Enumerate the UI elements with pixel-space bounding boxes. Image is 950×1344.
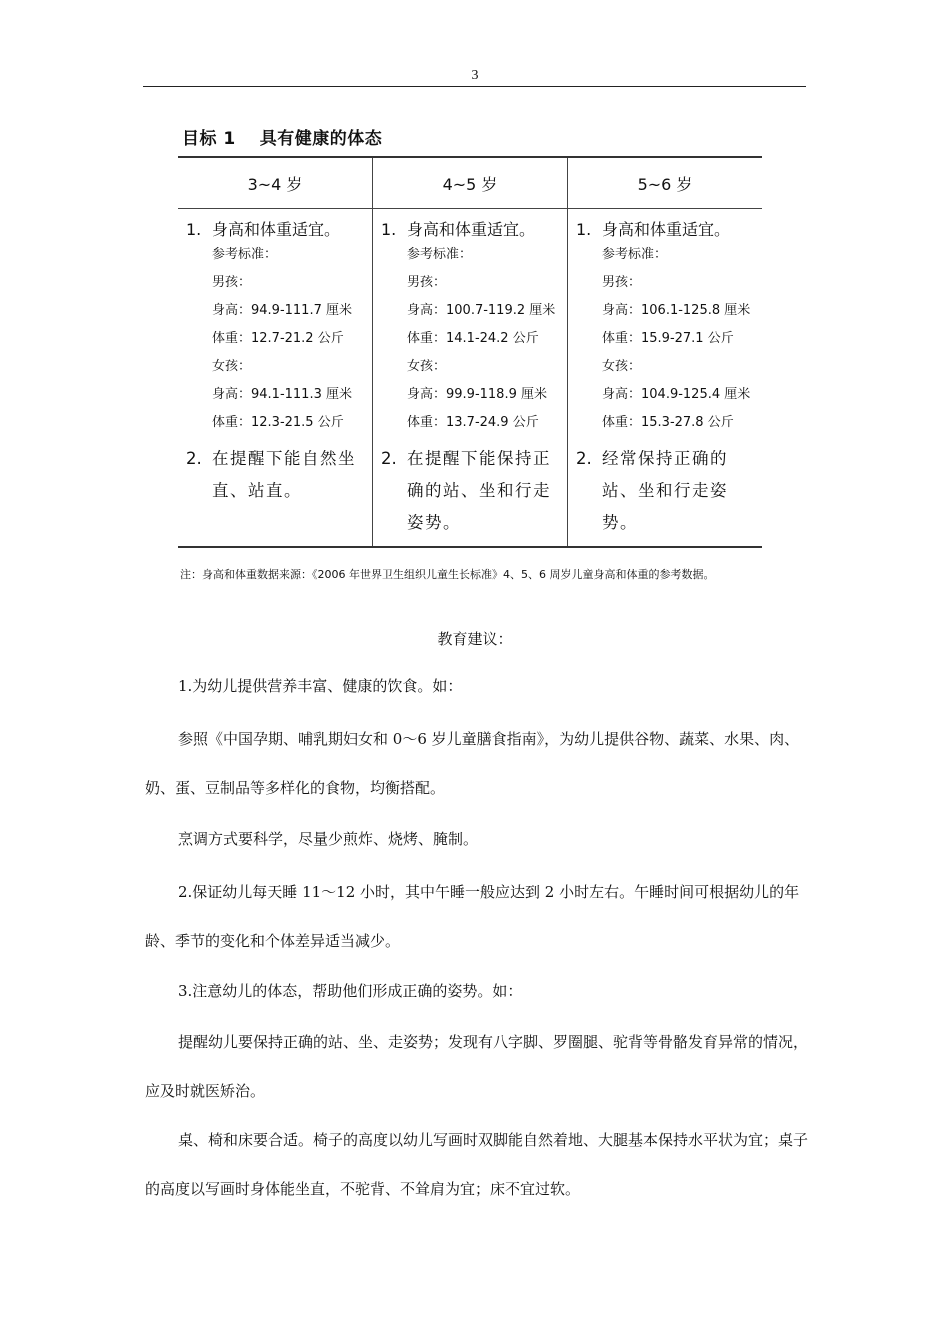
item-2 bbox=[186, 443, 372, 507]
girl-weight: 体重：13.7-24.9 公斤 bbox=[407, 415, 539, 430]
table-column-5-6 bbox=[567, 158, 762, 546]
reference-label: 参考标准： bbox=[602, 247, 668, 262]
boy-label: 男孩： bbox=[212, 275, 252, 290]
advice-paragraph-3: 烹调方式要科学，尽量少煎炸、烧烤、腌制。 bbox=[178, 830, 479, 848]
table-cell bbox=[373, 209, 567, 539]
reference-label: 参考标准： bbox=[407, 247, 473, 262]
item-number: 1. bbox=[381, 220, 397, 239]
goal-label: 目标 1 bbox=[182, 129, 236, 149]
girl-label: 女孩： bbox=[407, 359, 447, 374]
boy-weight: 体重：12.7-21.2 公斤 bbox=[212, 331, 344, 346]
goal-title bbox=[182, 124, 382, 149]
boy-label: 男孩： bbox=[602, 275, 642, 290]
boy-height: 身高：100.7-119.2 厘米 bbox=[407, 303, 556, 318]
advice-paragraph-7: 桌、椅和床要合适。椅子的高度以幼儿写画时双脚能自然着地、大腿基本保持水平状为宜；桌子的高度以写画时身体能坐直，不驼背、不耸肩为宜；床不宜过软。 bbox=[145, 1131, 809, 1198]
header-rule bbox=[143, 86, 806, 87]
item-text: 身高和体重适宜。 bbox=[407, 220, 536, 239]
table-note: 注：身高和体重数据来源：《2006 年世界卫生组织儿童生长标准》4、5、6 周岁儿童身高和体重的参考数据。 bbox=[180, 568, 715, 581]
girl-weight: 体重：15.3-27.8 公斤 bbox=[602, 415, 734, 430]
item-text: 身高和体重适宜。 bbox=[602, 220, 731, 239]
girl-weight: 体重：12.3-21.5 公斤 bbox=[212, 415, 344, 430]
item-text: 经常保持正确的站、坐和行走姿势。 bbox=[602, 449, 728, 532]
boy-height: 身高：94.9-111.7 厘米 bbox=[212, 303, 352, 318]
table-cell bbox=[568, 209, 762, 539]
item-1 bbox=[381, 219, 567, 241]
item-2 bbox=[381, 443, 567, 539]
advice-paragraph-5: 3.注意幼儿的体态，帮助他们形成正确的姿势。如： bbox=[178, 982, 523, 1000]
item-text: 在提醒下能自然坐直、站直。 bbox=[212, 449, 356, 500]
item-number: 1. bbox=[576, 220, 592, 239]
boy-weight: 体重：15.9-27.1 公斤 bbox=[602, 331, 734, 346]
advice-paragraph-6: 提醒幼儿要保持正确的站、坐、走姿势；发现有八字脚、罗圈腿、驼背等骨骼发育异常的情况，应及时就医矫治。 bbox=[145, 1033, 809, 1100]
item-number: 1. bbox=[186, 220, 202, 239]
girl-height: 身高：104.9-125.4 厘米 bbox=[602, 387, 751, 402]
page-number: 3 bbox=[471, 68, 479, 83]
boy-label: 男孩： bbox=[407, 275, 447, 290]
column-header: 4~5 岁 bbox=[373, 158, 567, 209]
item-number: 2. bbox=[381, 449, 397, 468]
item-number: 2. bbox=[576, 449, 592, 468]
table-column-3-4 bbox=[178, 158, 372, 546]
reference-label: 参考标准： bbox=[212, 247, 278, 262]
goal-title-text: 具有健康的体态 bbox=[259, 129, 383, 149]
column-header: 5~6 岁 bbox=[568, 158, 762, 209]
item-text: 在提醒下能保持正确的站、坐和行走姿势。 bbox=[407, 449, 551, 532]
boy-height: 身高：106.1-125.8 厘米 bbox=[602, 303, 751, 318]
girl-height: 身高：99.9-118.9 厘米 bbox=[407, 387, 547, 402]
item-1 bbox=[576, 219, 762, 241]
goal-table bbox=[178, 156, 762, 548]
item-1 bbox=[186, 219, 372, 241]
advice-paragraph-2: 参照《中国孕期、哺乳期妇女和 0～6 岁儿童膳食指南》，为幼儿提供谷物、蔬菜、水果、肉、奶、蛋、豆制品等多样化的食物，均衡搭配。 bbox=[145, 730, 800, 797]
girl-label: 女孩： bbox=[602, 359, 642, 374]
boy-weight: 体重：14.1-24.2 公斤 bbox=[407, 331, 539, 346]
table-cell bbox=[178, 209, 372, 507]
advice-paragraph-1: 1.为幼儿提供营养丰富、健康的饮食。如： bbox=[178, 677, 463, 695]
girl-label: 女孩： bbox=[212, 359, 252, 374]
item-2 bbox=[576, 443, 762, 539]
item-text: 身高和体重适宜。 bbox=[212, 220, 341, 239]
column-header: 3~4 岁 bbox=[178, 158, 372, 209]
advice-paragraph-4: 2.保证幼儿每天睡 11～12 小时，其中午睡一般应达到 2 小时左右。午睡时间可根据幼儿的年龄、季节的变化和个体差异适当减少。 bbox=[145, 883, 800, 950]
item-number: 2. bbox=[186, 449, 202, 468]
girl-height: 身高：94.1-111.3 厘米 bbox=[212, 387, 352, 402]
advice-heading: 教育建议： bbox=[437, 630, 513, 648]
table-column-4-5 bbox=[372, 158, 567, 546]
